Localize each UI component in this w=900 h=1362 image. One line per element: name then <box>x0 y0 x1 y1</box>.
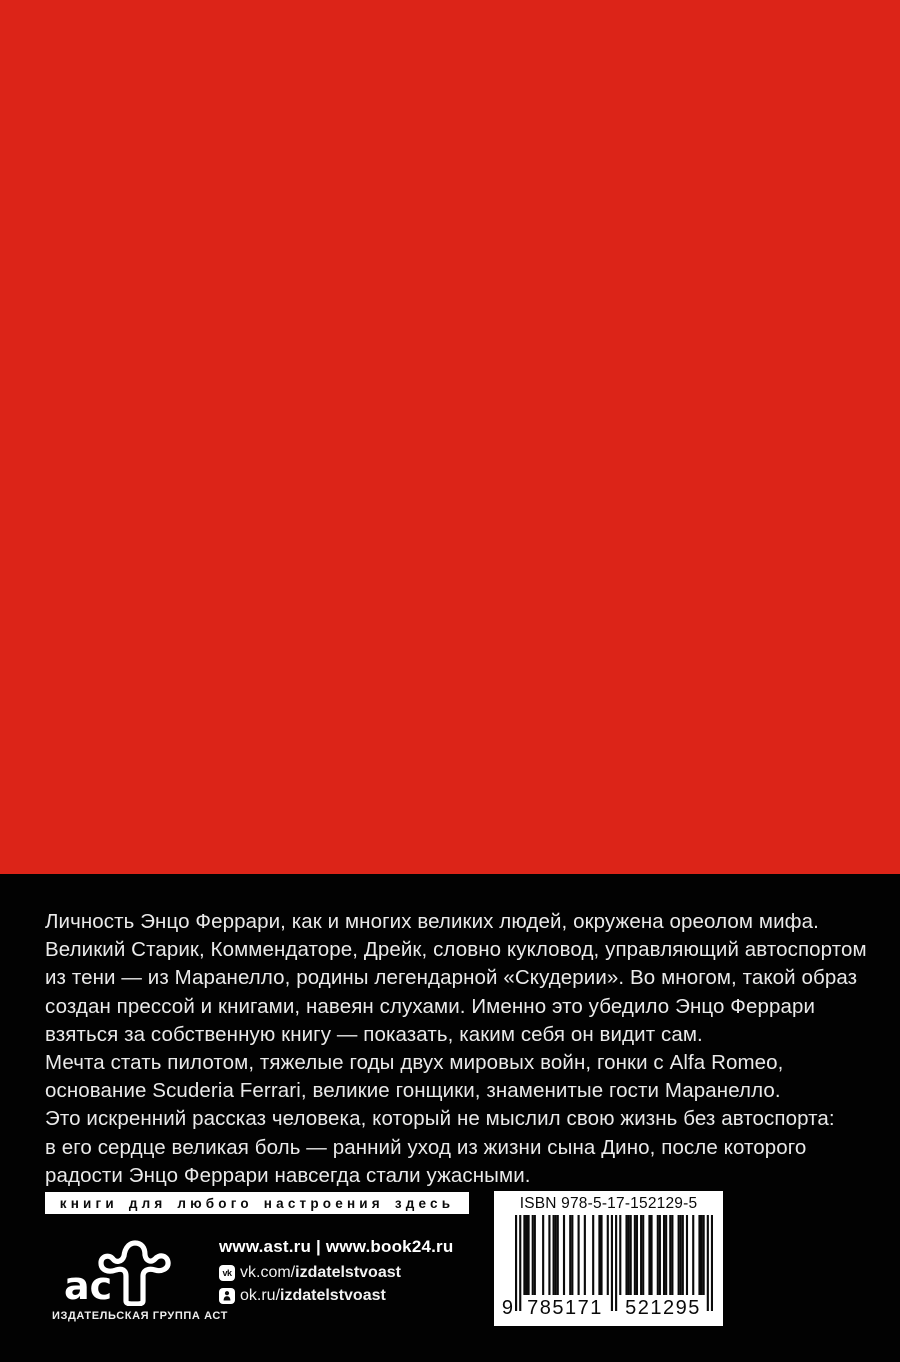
blurb-line: Это искренний рассказ человека, который не мыслил свою жизнь без автоспорта: <box>45 1107 835 1131</box>
blurb-line: основание Scuderia Ferrari, великие гонщики, знаменитые гости Маранелло. <box>45 1079 781 1103</box>
blurb-line: радости Энцо Феррари навсегда стали ужасными. <box>45 1163 531 1187</box>
ok-row <box>219 1287 386 1305</box>
vk-row <box>219 1264 401 1282</box>
websites-line: www.ast.ru | www.book24.ru <box>219 1237 454 1256</box>
vk-icon: vk <box>219 1265 235 1281</box>
mood-banner: книги для любого настроения здесь <box>45 1192 469 1214</box>
ok-icon <box>219 1288 235 1304</box>
barcode-digit-group: 785171 <box>527 1297 603 1319</box>
isbn-label: ISBN 978-5-17-152129-5 <box>519 1195 698 1212</box>
ok-url: ok.ru/izdatelstvoast <box>240 1287 386 1304</box>
publisher-caption: ИЗДАТЕЛЬСКАЯ ГРУППА АСТ <box>52 1310 228 1322</box>
barcode-digit-first: 9 <box>501 1297 513 1319</box>
blurb-line: Великий Старик, Коммендаторе, Дрейк, словно кукловод, управляющий автоспортом <box>45 938 867 962</box>
blurb-line: Мечта стать пилотом, тяжелые годы двух мировых войн, гонки с Alfa Romeo, <box>45 1050 784 1074</box>
ast-logo-letters: ас <box>64 1264 113 1306</box>
blurb <box>45 908 865 1190</box>
blurb-line: создан прессой и книгами, навеян слухами. Именно это убедило Энцо Феррари <box>45 994 816 1018</box>
barcode <box>494 1191 723 1326</box>
blurb-line: Личность Энцо Феррари, как и многих великих людей, окружена ореолом мифа. <box>45 910 819 933</box>
blurb-line: в его сердце великая боль — ранний уход из жизни сына Дино, после которого <box>45 1135 807 1159</box>
ast-publisher-logo <box>50 1232 176 1306</box>
barcode-digit-group: 521295 <box>625 1297 701 1319</box>
vk-url: vk.com/izdatelstvoast <box>240 1264 401 1281</box>
blurb-line: взяться за собственную книгу — показать, каким себя он видит сам. <box>45 1022 703 1046</box>
blurb-line: из тени — из Маранелло, родины легендарной «Скудерии». Во многом, такой образ <box>45 966 858 990</box>
